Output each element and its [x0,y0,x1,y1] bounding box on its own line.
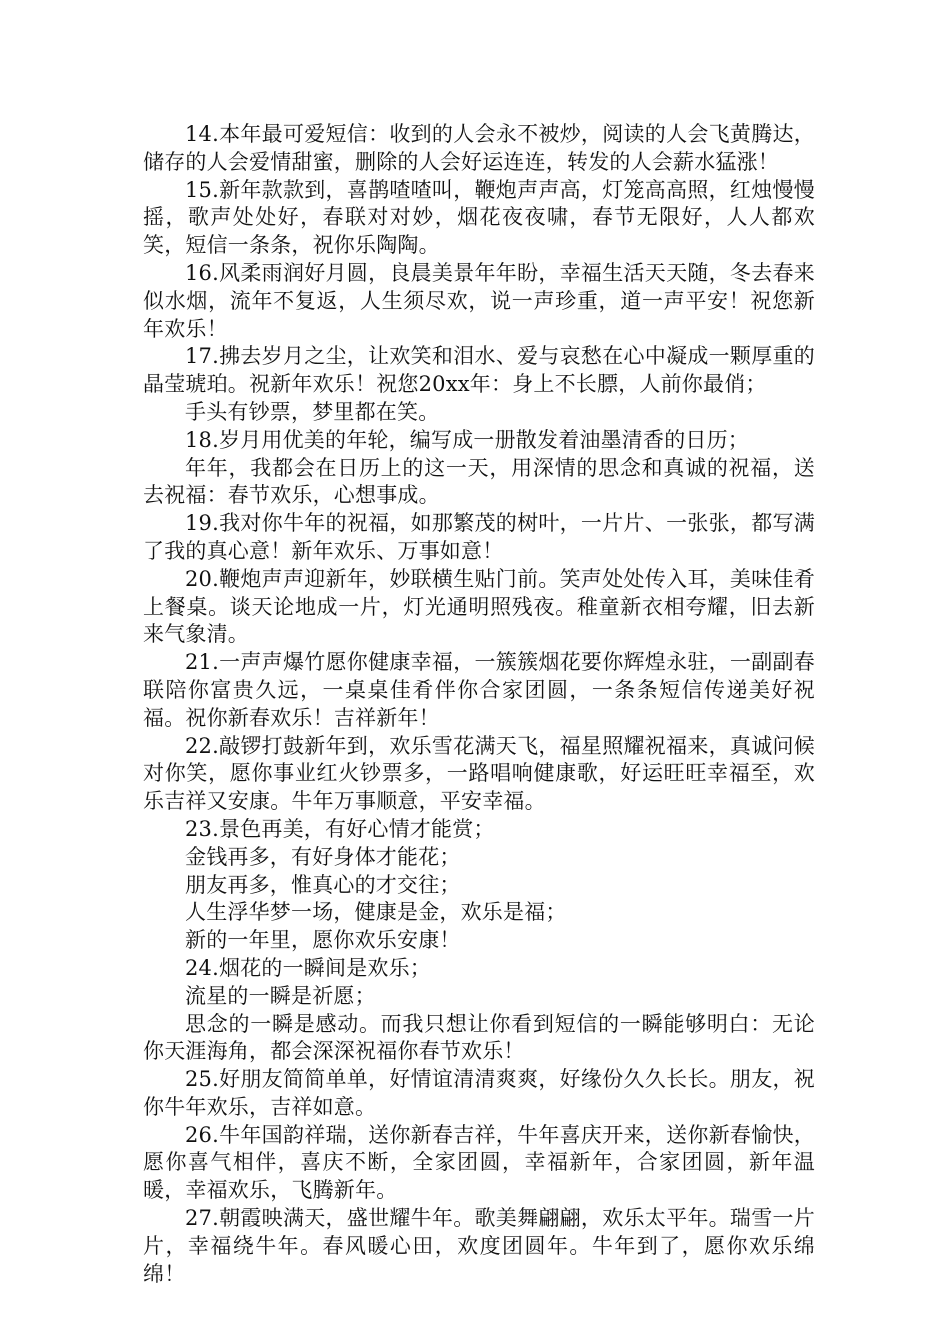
paragraph-20: 20.鞭炮声声迎新年，妙联横生贴门前。笑声处处传入耳，美味佳肴上餐桌。谈天论地成一片，灯光通明照残夜。稚童新衣相夸耀，旧去新来气象清。 [143,566,815,647]
paragraph-16: 16.风柔雨润好月圆，良晨美景年年盼，幸福生活天天随，冬去春来似水烟，流年不复返，人生须尽欢，说一声珍重，道一声平安！祝您新年欢乐！ [143,260,815,341]
paragraph-18: 18.岁月用优美的年轮，编写成一册散发着油墨清香的日历； [185,427,749,452]
paragraph-19: 19.我对你牛年的祝福，如那繁茂的树叶，一片片、一张张，都写满了我的真心意！新年欢乐、万事如意！ [143,511,815,563]
paragraph-24: 24.烟花的一瞬间是欢乐； [185,955,431,980]
document-body [143,121,815,1288]
paragraph-21: 21.一声声爆竹愿你健康幸福，一簇簇烟花要你辉煌永驻，一副副春联陪你富贵久远，一桌桌佳肴伴你合家团圆，一条条短信传递美好祝福。祝你新春欢乐！吉祥新年！ [143,650,815,730]
paragraph-17-cont: 手头有钞票，梦里都在笑。 [185,399,440,424]
paragraph-24-line3: 思念的一瞬是感动。而我只想让你看到短信的一瞬能够明白：无论你天涯海角，都会深深祝福你春节欢乐！ [143,1011,815,1064]
paragraph-17: 17.拂去岁月之尘，让欢笑和泪水、爱与哀愁在心中凝成一颗厚重的晶莹琥珀。祝新年欢乐！祝您20xx年：身上不长膘，人前你最俏； [143,344,815,397]
paragraph-23-line2: 金钱再多，有好身体才能花； [185,844,461,869]
paragraph-27: 27.朝霞映满天，盛世耀牛年。歌美舞翩翩，欢乐太平年。瑞雪一片片，幸福绕牛年。春风暖心田，欢度团圆年。牛年到了，愿你欢乐绵绵！ [143,1206,815,1286]
paragraph-23-line3: 朋友再多，惟真心的才交往； [185,872,461,897]
paragraph-25: 25.好朋友简简单单，好情谊清清爽爽，好缘份久久长长。朋友，祝你牛年欢乐，吉祥如意。 [143,1067,815,1119]
paragraph-23-line4: 人生浮华梦一场，健康是金，欢乐是福； [185,900,567,925]
paragraph-23-line5: 新的一年里，愿你欢乐安康！ [185,928,461,953]
paragraph-14: 14.本年最可爱短信：收到的人会永不被炒，阅读的人会飞黄腾达，储存的人会爱情甜蜜，删除的人会好运连连，转发的人会薪水猛涨！ [143,122,815,174]
paragraph-23: 23.景色再美，有好心情才能赏； [185,816,495,841]
paragraph-26: 26.牛年国韵祥瑞，送你新春吉祥，牛年喜庆开来，送你新春愉快，愿你喜气相伴，喜庆不断，全家团圆，幸福新年，合家团圆，新年温暖，幸福欢乐，飞腾新年。 [143,1122,815,1203]
paragraph-22: 22.敲锣打鼓新年到，欢乐雪花满天飞，福星照耀祝福来，真诚问候对你笑，愿你事业红火钞票多，一路唱响健康歌，好运旺旺幸福至，欢乐吉祥又安康。牛年万事顺意，平安幸福。 [143,733,815,814]
paragraph-24-line2: 流星的一瞬是祈愿； [185,983,376,1008]
paragraph-18-cont: 年年，我都会在日历上的这一天，用深情的思念和真诚的祝福，送去祝福：春节欢乐，心想事成。 [143,455,815,508]
paragraph-15: 15.新年款款到，喜鹊喳喳叫，鞭炮声声高，灯笼高高照，红烛慢慢摇，歌声处处好，春联对对妙，烟花夜夜啸，春节无限好，人人都欢笑，短信一条条，祝你乐陶陶。 [143,177,815,258]
